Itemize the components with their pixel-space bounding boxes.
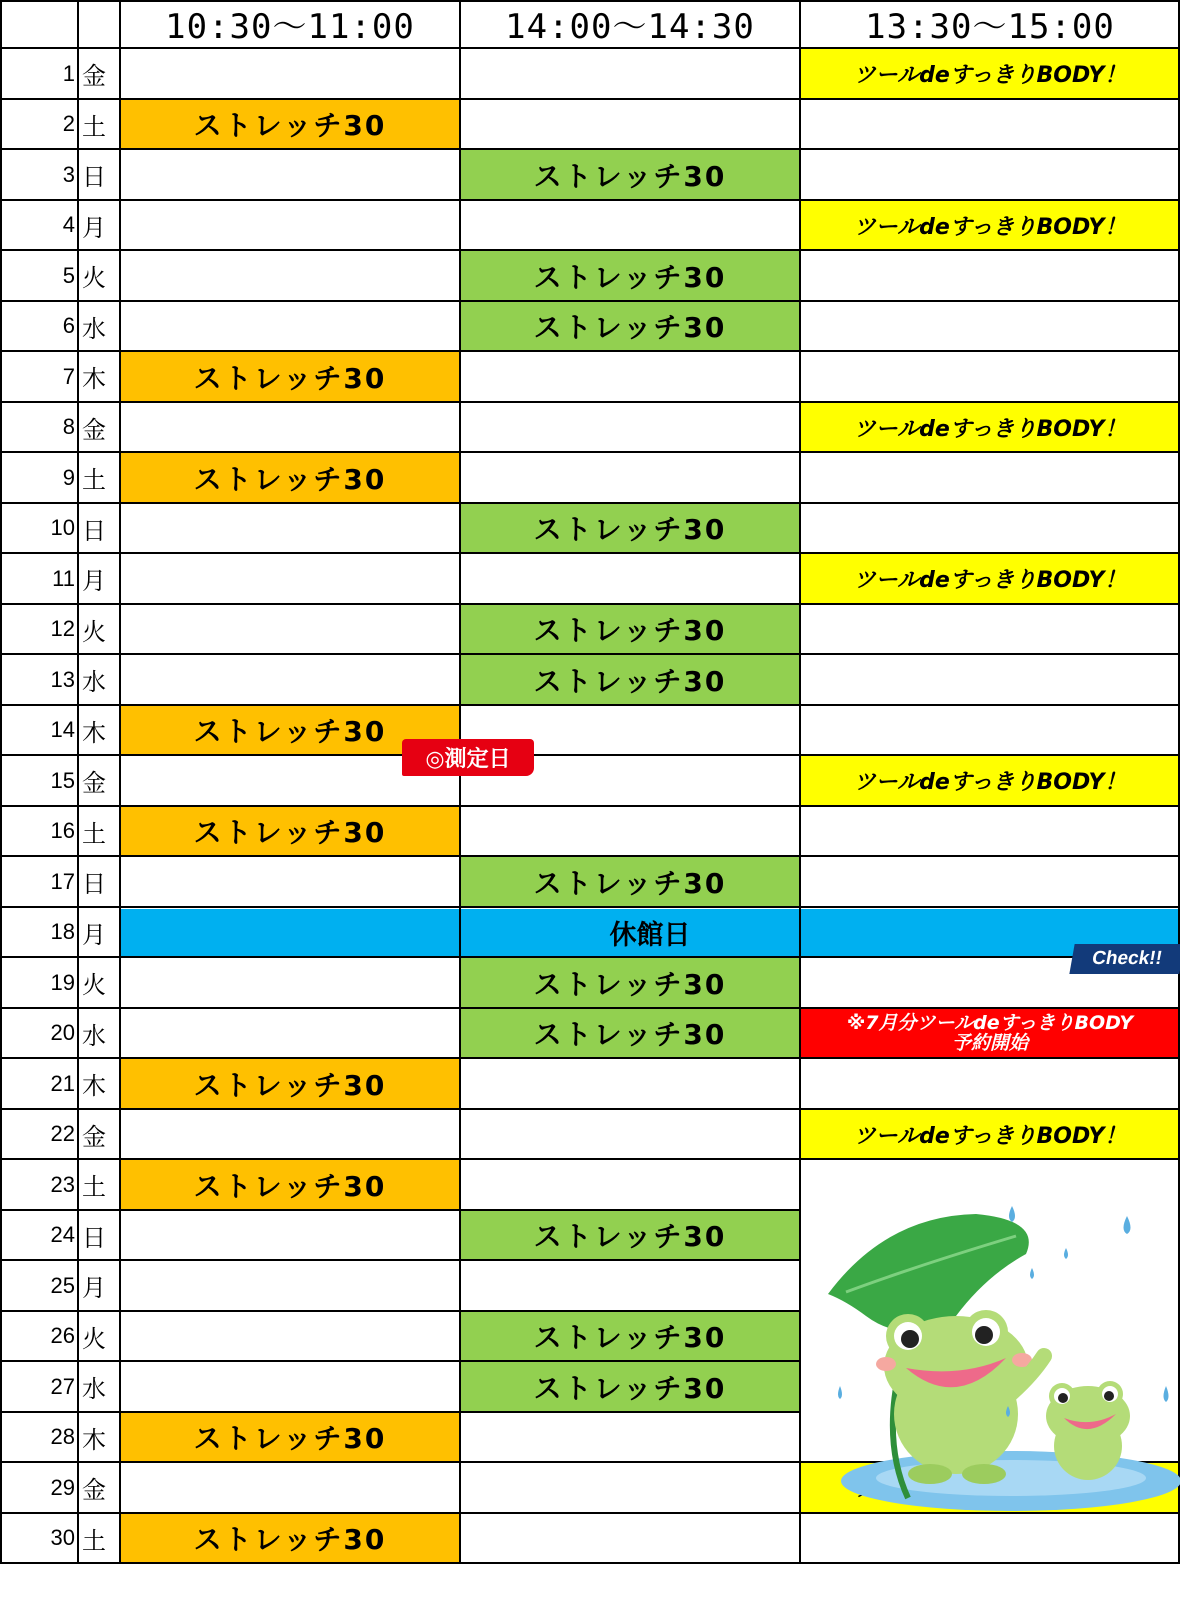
grid-line <box>0 1158 1180 1160</box>
day-number: 14 <box>50 717 75 742</box>
day-of-week: 土 <box>82 819 106 848</box>
raindrop-icon <box>1164 1386 1169 1402</box>
day-of-week: 日 <box>82 1223 106 1252</box>
slot2-cell: ストレッチ30 <box>460 604 800 654</box>
grid-line <box>119 0 121 1563</box>
day-of-week: 木 <box>82 1072 106 1100</box>
day-number: 26 <box>50 1323 75 1348</box>
day-number: 5 <box>62 262 75 288</box>
grid-line <box>0 0 2 1563</box>
slot1-cell: ストレッチ30 <box>120 1412 460 1462</box>
slot2-cell <box>460 1159 800 1210</box>
day-number: 29 <box>50 1474 75 1500</box>
slot2-cell: ストレッチ30 <box>460 1311 800 1361</box>
slot1-cell: ストレッチ30 <box>120 99 460 149</box>
check-badge: Check!! <box>1069 944 1180 974</box>
slot1-cell <box>120 503 460 553</box>
slot2-cell <box>460 1513 800 1563</box>
slot2-cell: ストレッチ30 <box>460 957 800 1008</box>
raindrop-icon <box>1124 1216 1131 1234</box>
slot2-cell: ストレッチ30 <box>460 301 800 351</box>
grid-line <box>0 249 1180 251</box>
grid-line <box>0 0 1180 2</box>
day-of-week: 金 <box>82 1122 106 1151</box>
day-of-week: 土 <box>82 1173 106 1201</box>
slot2-cell: ストレッチ30 <box>460 856 800 907</box>
day-of-week: 土 <box>82 1526 106 1555</box>
frog-illustration <box>826 1206 1180 1516</box>
header-blank-2 <box>78 0 120 48</box>
grid-line <box>0 1007 1180 1009</box>
grid-line <box>0 502 1180 504</box>
day-number: 7 <box>62 363 75 389</box>
day-number: 25 <box>50 1272 75 1298</box>
grid-line <box>0 199 1180 201</box>
day-number: 6 <box>62 313 75 338</box>
slot2-cell <box>460 1260 800 1311</box>
day-of-week: 金 <box>82 769 106 797</box>
slot2-cell: ストレッチ30 <box>460 149 800 200</box>
day-of-week: 月 <box>82 567 106 595</box>
measurement-day-badge: ◎測定日 <box>402 739 534 776</box>
slot1-cell <box>120 553 460 604</box>
slot3-cell <box>800 99 1180 149</box>
day-of-week: 水 <box>82 314 106 343</box>
slot1-cell: ストレッチ30 <box>120 1159 460 1210</box>
slot3-cell: ツールdeすっきりBODY！ <box>800 755 1180 806</box>
slot1-cell <box>120 48 460 99</box>
day-number: 11 <box>52 565 75 591</box>
slot3-cell: ツールdeすっきりBODY！ <box>800 200 1180 250</box>
slot3-cell: ツールdeすっきりBODY！ <box>800 1109 1180 1159</box>
grid-line <box>0 754 1180 756</box>
slot3-cell: ツールdeすっきりBODY！ <box>800 402 1180 452</box>
slot3-cell <box>800 1513 1180 1563</box>
header-slot-2: 14:00〜14:30 <box>505 7 755 47</box>
grid-line <box>0 552 1180 554</box>
grid-line <box>0 653 1180 655</box>
slot3-cell <box>800 654 1180 705</box>
slot2-cell <box>460 48 800 99</box>
day-of-week: 水 <box>82 1375 106 1403</box>
slot2-cell <box>460 1058 800 1109</box>
grid-line <box>0 704 1180 706</box>
slot2-cell: ストレッチ30 <box>460 1210 800 1260</box>
day-number: 2 <box>62 111 75 136</box>
grid-line <box>0 603 1180 605</box>
day-of-week: 水 <box>82 1021 106 1050</box>
day-number: 16 <box>50 818 75 843</box>
slot1-cell <box>120 250 460 301</box>
slot3-cell <box>800 705 1180 755</box>
slot2-cell: ストレッチ30 <box>460 654 800 705</box>
day-number: 1 <box>62 60 75 86</box>
day-number: 23 <box>50 1171 75 1197</box>
slot2-cell: ストレッチ30 <box>460 1361 800 1412</box>
slot2-cell <box>460 351 800 402</box>
slot2-cell <box>460 806 800 856</box>
slot1-cell <box>120 604 460 654</box>
slot2-cell <box>460 452 800 503</box>
slot1-cell <box>120 1311 460 1361</box>
reservation-notice <box>800 1008 1180 1058</box>
slot1-cell <box>120 301 460 351</box>
raindrop-icon <box>1009 1206 1015 1222</box>
header-slot-3: 13:30〜15:00 <box>865 7 1115 47</box>
day-number: 22 <box>50 1121 75 1146</box>
day-number: 4 <box>62 212 75 237</box>
slot2-cell: ストレッチ30 <box>460 1008 800 1058</box>
grid-line <box>0 401 1180 403</box>
header-slot-1: 10:30〜11:00 <box>165 7 415 47</box>
notice-line: 予約開始 <box>951 1032 1028 1054</box>
day-number: 18 <box>50 919 75 944</box>
day-number: 10 <box>50 515 75 540</box>
day-of-week: 火 <box>82 617 106 646</box>
grid-line <box>0 47 1180 49</box>
day-number: 8 <box>62 414 75 439</box>
grid-line <box>77 0 79 1563</box>
slot1-cell: ストレッチ30 <box>120 351 460 402</box>
day-of-week: 月 <box>82 1274 106 1302</box>
slot1-cell: ストレッチ30 <box>120 1058 460 1109</box>
slot1-cell <box>120 1008 460 1058</box>
day-of-week: 日 <box>82 516 106 545</box>
slot2-cell <box>460 200 800 250</box>
slot1-cell <box>120 1210 460 1260</box>
day-number: 20 <box>50 1020 75 1045</box>
slot3-cell <box>800 1058 1180 1109</box>
slot2-cell <box>460 1462 800 1513</box>
day-of-week: 火 <box>82 264 106 292</box>
slot2-cell: ストレッチ30 <box>460 503 800 553</box>
day-of-week: 木 <box>82 718 106 747</box>
day-number: 15 <box>50 767 75 793</box>
raindrop-icon <box>1030 1268 1034 1279</box>
day-of-week: 月 <box>82 920 106 949</box>
grid-line <box>0 956 1180 958</box>
grid-line <box>0 148 1180 150</box>
day-of-week: 木 <box>82 365 106 393</box>
day-of-week: 土 <box>82 112 106 141</box>
day-of-week: 月 <box>82 213 106 242</box>
grid-line <box>0 855 1180 857</box>
slot1-cell: ストレッチ30 <box>120 705 460 755</box>
slot3-cell <box>800 856 1180 907</box>
slot3-cell <box>800 250 1180 301</box>
slot3-cell <box>800 301 1180 351</box>
slot1-cell <box>120 856 460 907</box>
day-number: 30 <box>50 1525 75 1550</box>
slot3-cell <box>800 452 1180 503</box>
day-number: 9 <box>62 464 75 490</box>
slot2-cell <box>460 99 800 149</box>
day-of-week: 日 <box>82 870 106 898</box>
slot3-cell <box>800 604 1180 654</box>
slot3-cell: ツールdeすっきりBODY！ <box>800 553 1180 604</box>
notice-line: ※7月分ツールdeすっきりBODY <box>846 1012 1134 1034</box>
day-number: 3 <box>62 161 75 187</box>
day-of-week: 火 <box>82 971 106 999</box>
day-of-week: 木 <box>82 1425 106 1454</box>
slot1-cell <box>120 1462 460 1513</box>
day-number: 27 <box>50 1373 75 1399</box>
day-number: 28 <box>50 1424 75 1449</box>
grid-line <box>0 300 1180 302</box>
grid-line <box>0 350 1180 352</box>
grid-line <box>0 1057 1180 1059</box>
slot2-cell <box>460 402 800 452</box>
slot3-cell: ツールdeすっきりBODY！ <box>800 48 1180 99</box>
slot1-cell <box>120 402 460 452</box>
day-number: 19 <box>50 969 75 995</box>
slot1-cell <box>120 149 460 200</box>
header-blank-1 <box>0 0 78 48</box>
slot1-cell <box>120 1109 460 1159</box>
day-of-week: 水 <box>82 668 106 696</box>
slot1-cell: ストレッチ30 <box>120 1513 460 1563</box>
slot1-cell <box>120 200 460 250</box>
grid-line <box>799 0 801 1563</box>
grid-line <box>0 805 1180 807</box>
slot1-cell <box>120 1260 460 1311</box>
slot1-cell: ストレッチ30 <box>120 806 460 856</box>
day-of-week: 金 <box>82 62 106 90</box>
raindrop-icon <box>1064 1248 1068 1259</box>
grid-line <box>0 451 1180 453</box>
day-number: 12 <box>50 616 75 641</box>
day-number: 13 <box>50 666 75 692</box>
slot2-cell <box>460 1109 800 1159</box>
slot3-cell <box>800 503 1180 553</box>
leaf-icon <box>828 1214 1029 1331</box>
grid-line <box>459 0 461 1563</box>
slot3-cell <box>800 351 1180 402</box>
day-of-week: 日 <box>82 163 106 191</box>
slot2-cell: ストレッチ30 <box>460 250 800 301</box>
slot2-cell <box>460 553 800 604</box>
closed-day-banner: 休館日 <box>120 909 1180 956</box>
day-of-week: 火 <box>82 1324 106 1353</box>
grid-line <box>0 98 1180 100</box>
day-of-week: 金 <box>82 1476 106 1504</box>
slot1-cell <box>120 654 460 705</box>
raindrop-icon <box>838 1386 842 1399</box>
slot2-cell <box>460 1412 800 1462</box>
slot1-cell: ストレッチ30 <box>120 452 460 503</box>
day-number: 17 <box>50 868 75 894</box>
slot3-cell <box>800 149 1180 200</box>
day-of-week: 金 <box>82 415 106 444</box>
slot1-cell <box>120 1361 460 1412</box>
grid-line <box>0 1562 1180 1564</box>
grid-line <box>0 906 1180 908</box>
day-of-week: 土 <box>82 466 106 494</box>
slot1-cell <box>120 957 460 1008</box>
slot3-cell <box>800 806 1180 856</box>
day-number: 24 <box>50 1222 75 1247</box>
day-number: 21 <box>50 1070 75 1096</box>
grid-line <box>0 1108 1180 1110</box>
